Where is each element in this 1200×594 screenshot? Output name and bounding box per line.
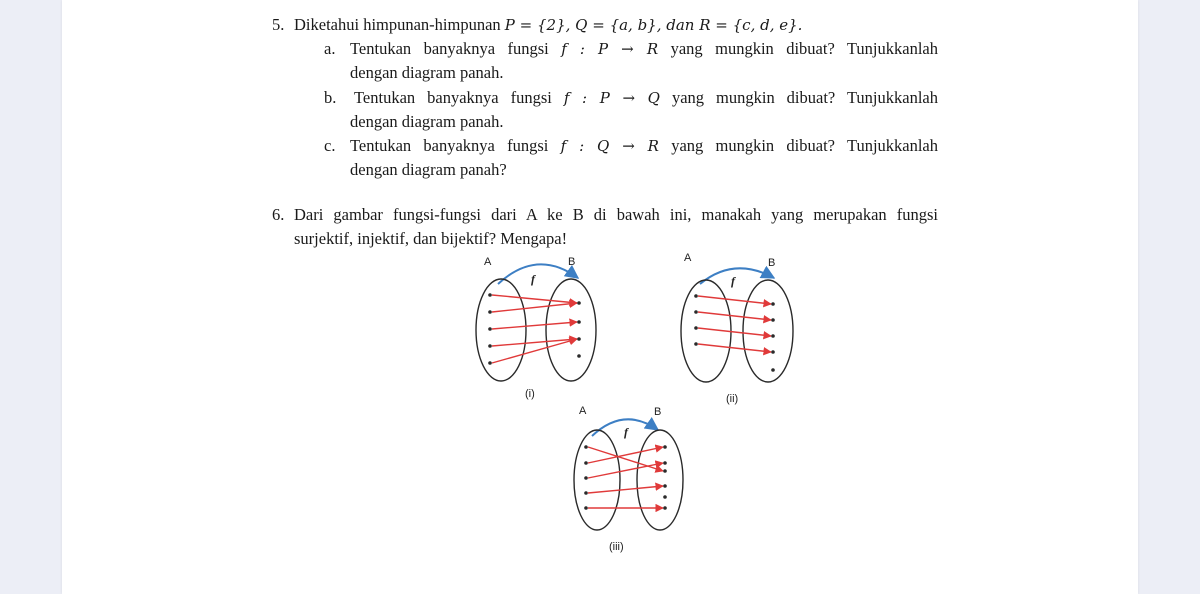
diagram-iii — [558, 400, 698, 555]
diagram-ii-caption: (ii) — [726, 393, 739, 405]
diagram-ii-func-label: f — [731, 274, 735, 288]
q5b-mapping: f : P → Q — [563, 89, 660, 107]
q5c-letter: c. — [324, 136, 336, 155]
diagram-i-curve — [498, 264, 578, 284]
q5a-mapping: f : P → R — [561, 40, 659, 58]
diagram-iii-set-a — [574, 430, 620, 530]
document-page — [62, 0, 1138, 594]
diagram-iii-caption-text: (iii) — [609, 541, 624, 553]
diagram-ii — [668, 250, 828, 410]
q5-stem-text: Diketahui himpunan-himpunan — [294, 15, 505, 34]
q5a-text: Tentukan banyaknya fungsi — [350, 39, 562, 58]
diagram-ii-arrows — [698, 296, 771, 352]
diagram-i-label-b: B — [568, 256, 576, 268]
q5c-tail: yang mungkin dibuat? Tunjukkanlah — [658, 136, 939, 155]
diagram-i-set-a — [476, 279, 526, 381]
diagram-ii-set-b — [743, 280, 793, 382]
diagram-iii-func-label: f — [624, 425, 628, 439]
q5c-line2: dengan diagram panah? — [350, 160, 507, 179]
q5c-line1 — [350, 136, 938, 156]
q5a-line2: dengan diagram panah. — [350, 63, 504, 82]
q5c-text: Tentukan banyaknya fungsi — [350, 136, 561, 155]
q5b-text: Tentukan banyaknya fungsi — [354, 88, 564, 107]
diagram-i-caption: (i) — [525, 388, 535, 400]
q5c-mapping: f : Q → R — [560, 137, 659, 155]
q5-stem — [294, 15, 802, 35]
diagram-iii-set-b — [637, 430, 683, 530]
diagram-i-arrows — [492, 295, 577, 363]
q5-number: 5. — [272, 15, 285, 34]
q5b-letter: b. — [324, 88, 337, 107]
diagram-ii-label-a: A — [684, 252, 692, 264]
diagram-i-set-b — [546, 279, 596, 381]
diagram-ii-label-b: B — [768, 257, 776, 269]
q5-stem-math: P = {2}, Q = {a, b}, dan R = {c, d, e}. — [504, 16, 803, 34]
diagram-iii-label-b: B — [654, 406, 662, 418]
diagram-i — [452, 250, 612, 402]
q6-line1: Dari gambar fungsi-fungsi dari A ke B di bawah ini, manakah yang merupakan fungsi — [294, 205, 938, 224]
q5b-tail: yang mungkin dibuat? Tunjukkanlah — [659, 88, 939, 107]
q5a-line1 — [350, 39, 938, 59]
q5b-line1 — [354, 88, 938, 108]
q5b-line2: dengan diagram panah. — [350, 112, 504, 131]
diagram-i-func-label: f — [531, 272, 535, 286]
diagram-iii-arrows — [588, 447, 663, 508]
q5a-tail: yang mungkin dibuat? Tunjukkanlah — [658, 39, 938, 58]
q6-number: 6. — [272, 205, 285, 224]
diagram-iii-label-a: A — [579, 405, 587, 417]
q6-line2: surjektif, injektif, dan bijektif? Mengapa! — [294, 229, 568, 248]
q5a-letter: a. — [324, 39, 336, 58]
diagram-ii-dots — [694, 294, 775, 372]
diagram-i-label-a: A — [484, 256, 492, 268]
